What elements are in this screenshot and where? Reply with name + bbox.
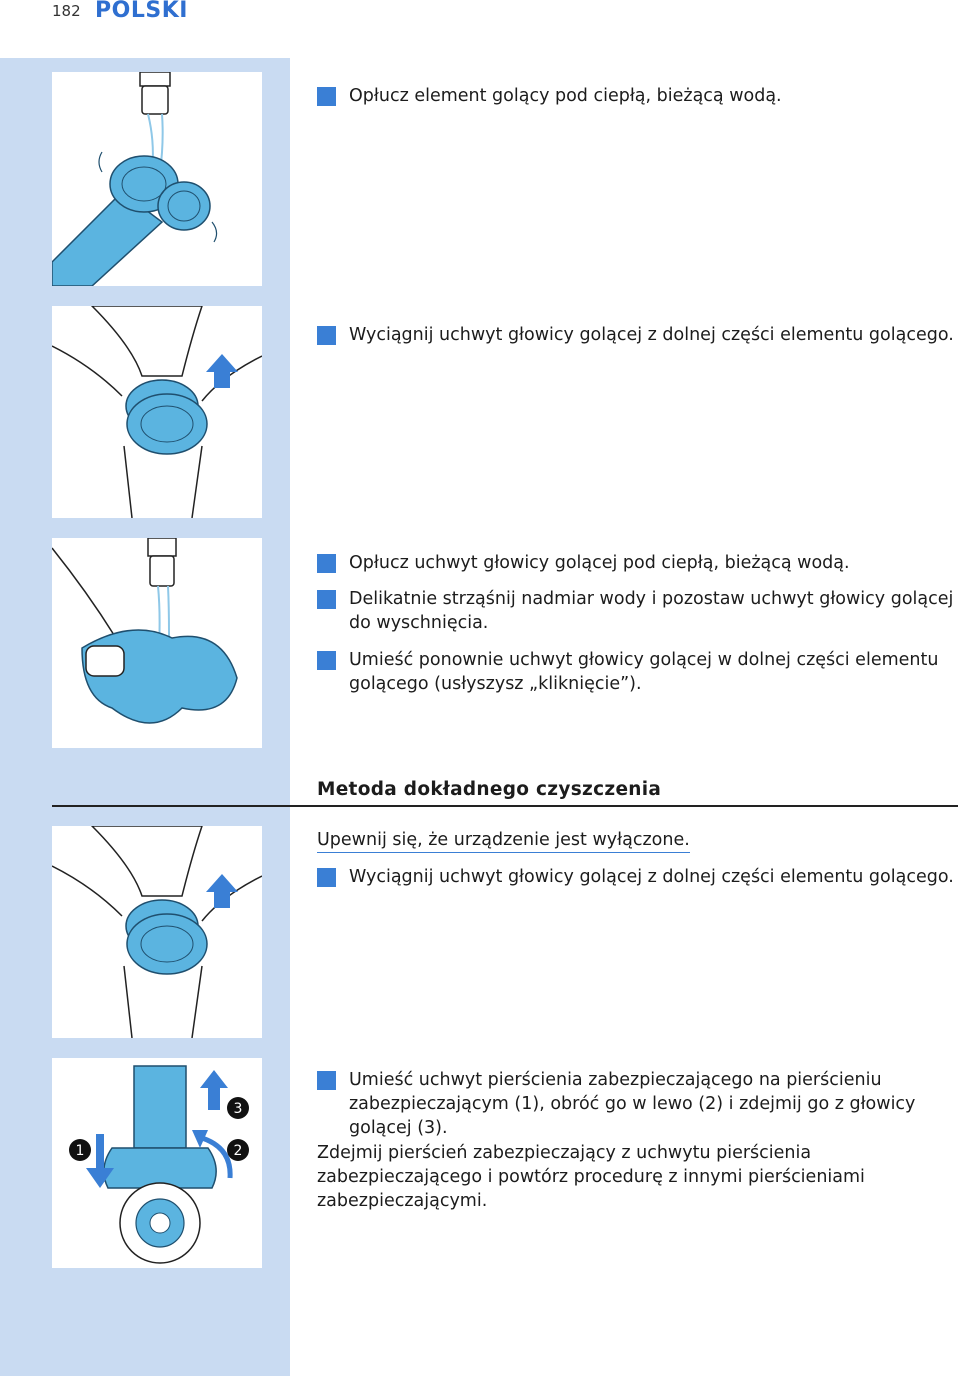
figure-label-2: 2 [233,1143,243,1159]
step-1-thorough-pull-out [306,865,957,889]
step-number-badge: 2 [317,1071,336,1090]
step-text: Wyciągnij uchwyt głowicy golącej z dolnej części elementu golącego. [349,867,954,887]
step-2-retaining-ring [306,1068,957,1140]
step-2-rinse [306,84,957,108]
figure-retaining-ring [52,1058,262,1268]
step-4-rinse-holder [306,551,957,575]
step-text: Umieść uchwyt pierścienia zabezpieczającego na pierścieniu zabezpieczającym (1), obróć go w lewo (2) i zdejmij go z głowicy golącej (3). [349,1070,916,1138]
step-3-pull-out [306,323,957,347]
page-header [0,0,960,30]
step-5-shake [306,587,957,635]
figure-rinse-shaving-unit [52,72,262,286]
language-title: POLSKI [95,0,188,23]
figure-pull-out-holder [52,306,262,518]
step-text: Opłucz element golący pod ciepłą, bieżącą wodą. [349,86,782,106]
note-text: Zdejmij pierścień zabezpieczający z uchwytu pierścienia zabezpieczającego i powtórz procedurę z innymi pierścieniami zabezpieczającymi. [317,1143,865,1211]
step-text: Delikatnie strząśnij nadmiar wody i pozostaw uchwyt głowicy golącej do wyschnięcia. [349,589,954,633]
step-text: Umieść ponownie uchwyt głowicy golącej w dolnej części elementu golącego (usłyszysz „kliknięcie”). [349,650,939,694]
step-number-badge: 4 [317,554,336,573]
step-6-reinsert [306,648,957,696]
step-number-badge: 6 [317,651,336,670]
page-number: 182 [52,2,81,20]
section-divider [52,805,958,807]
section-title: Metoda dokładnego czyszczenia [317,779,662,800]
figure-label-1: 1 [75,1143,85,1159]
step-number-badge: 5 [317,590,336,609]
step-number-badge: 3 [317,326,336,345]
step-text: Wyciągnij uchwyt głowicy golącej z dolnej części elementu golącego. [349,325,954,345]
step-number-badge: 2 [317,87,336,106]
figure-label-3: 3 [233,1101,243,1117]
step-number-badge: 1 [317,868,336,887]
figure-pull-out-holder-thorough [52,826,262,1038]
step-text: Opłucz uchwyt głowicy golącej pod ciepłą, bieżącą wodą. [349,553,850,573]
warning-text: Upewnij się, że urządzenie jest wyłączone. [317,828,690,853]
figure-rinse-holder [52,538,262,748]
